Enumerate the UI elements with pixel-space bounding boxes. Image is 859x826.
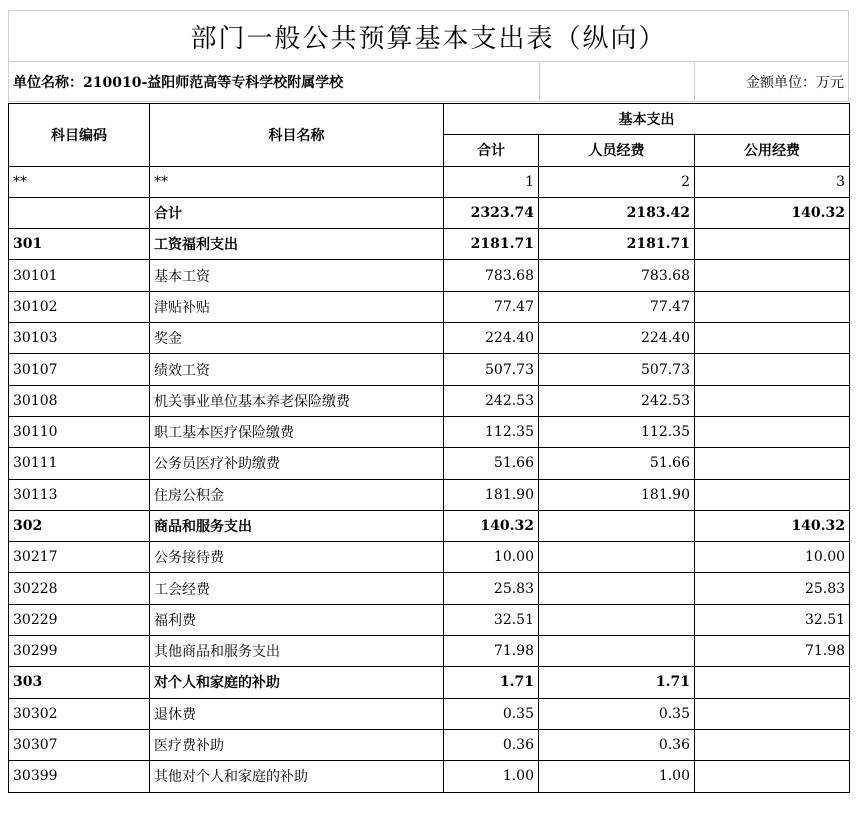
row-name: 对个人和家庭的补助 [150,667,444,698]
row-public [695,291,850,322]
row-code: 30399 [9,761,150,792]
row-code: 30307 [9,729,150,760]
row-personnel: 2181.71 [539,229,695,260]
row-code: 30217 [9,542,150,573]
row-total: 51.66 [444,448,539,479]
table-row [9,761,850,792]
row-personnel: 2183.42 [539,197,695,228]
row-code: 30108 [9,385,150,416]
total-row [9,197,850,228]
row-code: 301 [9,229,150,260]
marker-row [9,166,850,197]
table-row [9,323,850,354]
row-public: 10.00 [695,542,850,573]
category-row [9,510,850,541]
row-total: 112.35 [444,416,539,447]
table-row [9,698,850,729]
row-public [695,479,850,510]
row-code: 30103 [9,323,150,354]
row-name: 公务接待费 [150,542,444,573]
row-name: 商品和服务支出 [150,510,444,541]
header-public: 公用经费 [695,135,850,166]
row-public: 71.98 [695,636,850,667]
row-total: 25.83 [444,573,539,604]
row-name: 职工基本医疗保险缴费 [150,416,444,447]
row-personnel: 783.68 [539,260,695,291]
row-code: 302 [9,510,150,541]
row-personnel [539,604,695,635]
row-personnel: 181.90 [539,479,695,510]
row-total: 10.00 [444,542,539,573]
header-basic: 基本支出 [444,104,850,135]
row-code: 30111 [9,448,150,479]
budget-body [9,197,850,792]
row-name: 合计 [150,197,444,228]
header-personnel: 人员经费 [539,135,695,166]
table-row [9,729,850,760]
table-row [9,573,850,604]
row-personnel: 224.40 [539,323,695,354]
row-total: 507.73 [444,354,539,385]
row-personnel: 242.53 [539,385,695,416]
row-code: 30113 [9,479,150,510]
row-total: 1.00 [444,761,539,792]
row-personnel [539,573,695,604]
row-total: 783.68 [444,260,539,291]
row-public: 25.83 [695,573,850,604]
category-row [9,229,850,260]
row-name: 绩效工资 [150,354,444,385]
row-name: 其他对个人和家庭的补助 [150,761,444,792]
row-personnel: 0.35 [539,698,695,729]
row-code [9,197,150,228]
row-total: 2323.74 [444,197,539,228]
row-personnel [539,510,695,541]
marker-code: ** [9,166,150,197]
header-row-1 [9,104,850,135]
unit-info-row [8,62,849,102]
row-total: 32.51 [444,604,539,635]
budget-table [8,103,850,793]
row-code: 30302 [9,698,150,729]
row-public [695,448,850,479]
row-total: 181.90 [444,479,539,510]
table-row [9,604,850,635]
row-name: 福利费 [150,604,444,635]
table-row [9,260,850,291]
marker-c1: 1 [444,166,539,197]
table-row [9,354,850,385]
row-personnel [539,636,695,667]
page-title: 部门一般公共预算基本支出表（纵向） [8,10,849,62]
marker-c2: 2 [539,166,695,197]
table-row [9,448,850,479]
row-personnel: 1.00 [539,761,695,792]
row-total: 1.71 [444,667,539,698]
row-name: 基本工资 [150,260,444,291]
row-personnel: 507.73 [539,354,695,385]
row-public [695,416,850,447]
row-total: 71.98 [444,636,539,667]
row-personnel [539,542,695,573]
table-row [9,636,850,667]
blank-cell [539,62,695,101]
row-public [695,698,850,729]
row-public [695,761,850,792]
row-total: 2181.71 [444,229,539,260]
marker-name: ** [150,166,444,197]
row-total: 0.35 [444,698,539,729]
row-public [695,354,850,385]
category-row [9,667,850,698]
row-personnel: 112.35 [539,416,695,447]
row-name: 奖金 [150,323,444,354]
row-name: 工资福利支出 [150,229,444,260]
row-name: 住房公积金 [150,479,444,510]
row-name: 津贴补贴 [150,291,444,322]
table-row [9,416,850,447]
row-code: 30228 [9,573,150,604]
row-total: 140.32 [444,510,539,541]
row-public [695,229,850,260]
row-name: 退休费 [150,698,444,729]
table-row [9,479,850,510]
row-code: 303 [9,667,150,698]
row-name: 机关事业单位基本养老保险缴费 [150,385,444,416]
row-code: 30102 [9,291,150,322]
row-total: 224.40 [444,323,539,354]
row-name: 工会经费 [150,573,444,604]
row-name: 其他商品和服务支出 [150,636,444,667]
row-code: 30107 [9,354,150,385]
row-name: 医疗费补助 [150,729,444,760]
row-public [695,667,850,698]
row-personnel: 77.47 [539,291,695,322]
table-row [9,385,850,416]
amount-unit: 金额单位：万元 [746,74,844,91]
row-code: 30229 [9,604,150,635]
row-personnel: 0.36 [539,729,695,760]
row-code: 30101 [9,260,150,291]
row-name: 公务员医疗补助缴费 [150,448,444,479]
row-public [695,323,850,354]
header-total: 合计 [444,135,539,166]
row-total: 242.53 [444,385,539,416]
row-public: 140.32 [695,510,850,541]
row-personnel: 51.66 [539,448,695,479]
org-name: 单位名称：210010-益阳师范高等专科学校附属学校 [13,74,344,91]
marker-c3: 3 [695,166,850,197]
table-row [9,291,850,322]
table-row [9,542,850,573]
header-code: 科目编码 [9,104,150,167]
row-public [695,729,850,760]
row-public [695,260,850,291]
row-code: 30110 [9,416,150,447]
row-public [695,385,850,416]
header-name: 科目名称 [150,104,444,167]
row-public: 140.32 [695,197,850,228]
row-personnel: 1.71 [539,667,695,698]
row-public: 32.51 [695,604,850,635]
row-code: 30299 [9,636,150,667]
row-total: 0.36 [444,729,539,760]
row-total: 77.47 [444,291,539,322]
